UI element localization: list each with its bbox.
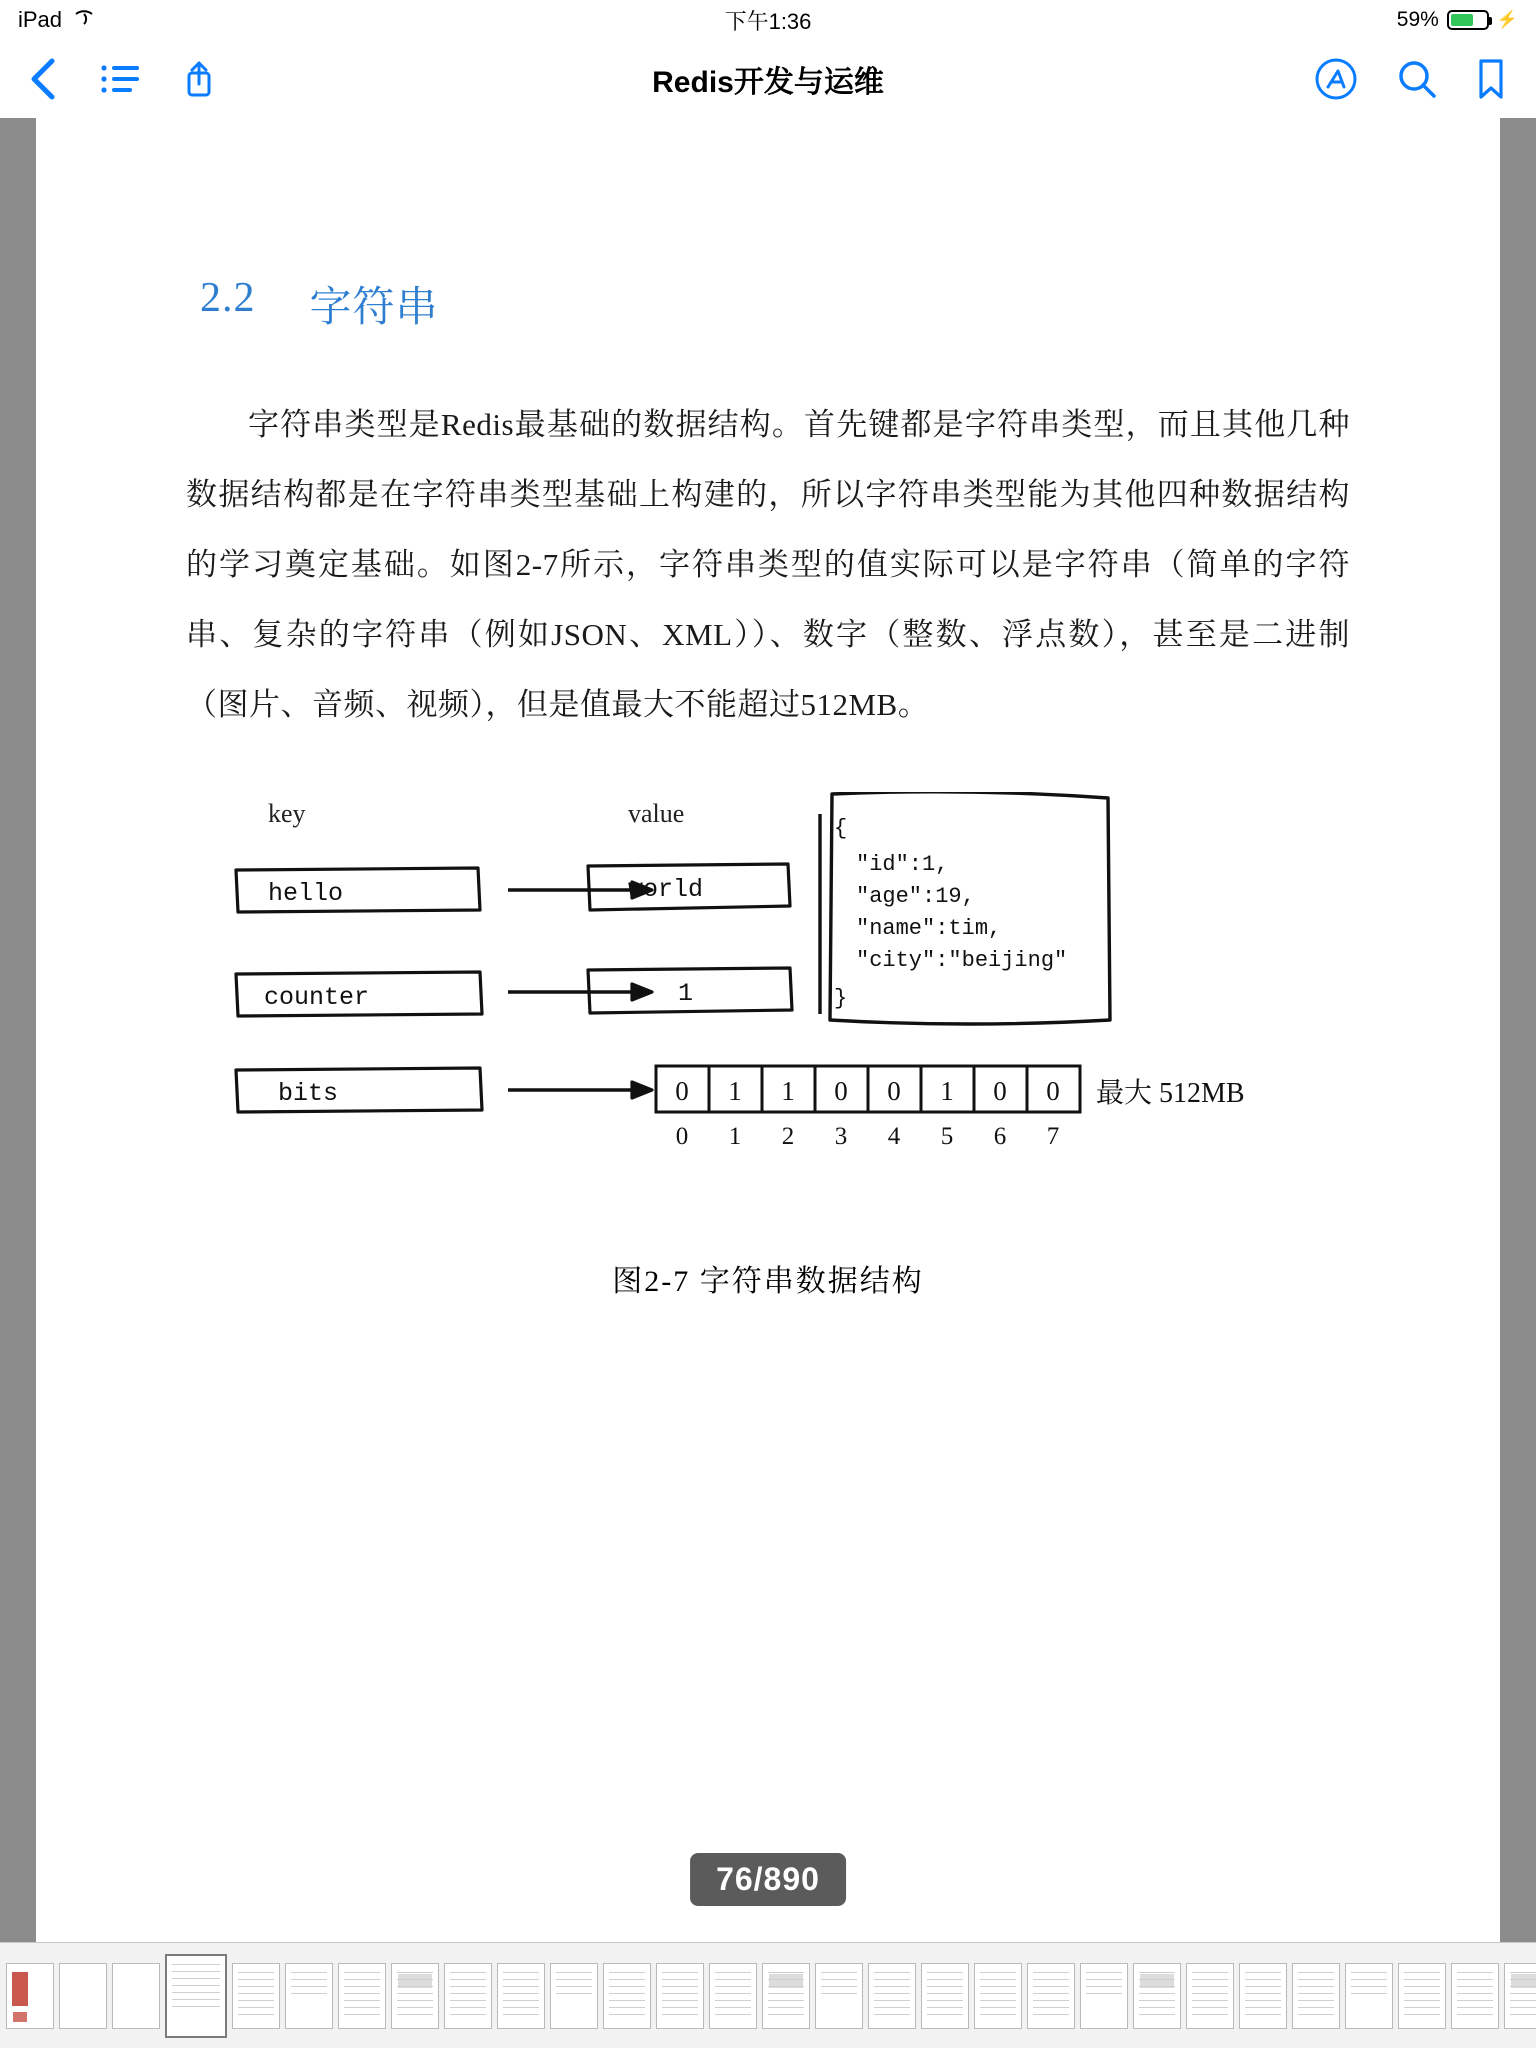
thumbnail-text-line (980, 1986, 1016, 1988)
thumbnail-text-line (1033, 1986, 1069, 1988)
thumbnail-text-line (715, 1986, 751, 1988)
figure-value-counter: 1 (678, 979, 694, 1008)
thumbnail-text-line (1033, 1993, 1069, 1995)
figure-caption: 图2-7 字符串数据结构 (612, 1265, 924, 1298)
page-thumbnail[interactable] (603, 1963, 651, 2029)
thumbnail-text-line (874, 1972, 910, 1974)
figure-bit-index-7: 7 (1046, 1123, 1060, 1150)
thumbnail-text-line (1351, 1993, 1387, 1995)
book-page[interactable] (36, 118, 1500, 1942)
figure-2-7 (186, 792, 1350, 1298)
book-title: Redis开发与运维 (652, 66, 884, 99)
back-chevron-icon[interactable] (30, 57, 56, 101)
figure-json-line-5: } (834, 986, 848, 1011)
figure-json-line-4: "city":"beijing" (856, 948, 1068, 973)
page-thumbnail[interactable] (1345, 1963, 1393, 2029)
thumbnail-text-line (980, 1972, 1016, 1974)
figure-max-note: 最大 512MB (1096, 1078, 1245, 1109)
figure-value-world: world (628, 875, 704, 904)
page-thumbnail[interactable] (1451, 1963, 1499, 2029)
thumbnail-text-line (1510, 1986, 1536, 1988)
clock: 下午1:36 (724, 8, 812, 34)
thumbnail-text-line (1033, 2014, 1069, 2016)
figure-bit-3: 0 (834, 1076, 848, 1106)
thumbnail-text-line (503, 2000, 539, 2002)
thumbnail-text-line (980, 1979, 1016, 1981)
thumbnail-text-line (1033, 1979, 1069, 1981)
thumbnail-text-line (1139, 1993, 1175, 1995)
thumbnail-text-line (821, 1972, 857, 1974)
thumbnail-text-line (874, 1979, 910, 1981)
thumbnail-text-line (1139, 2000, 1175, 2002)
navigation-bar (0, 40, 1536, 118)
page-thumbnail[interactable] (1027, 1963, 1075, 2029)
figure-bit-0: 0 (675, 1076, 689, 1106)
figure-bit-index-1: 1 (728, 1123, 742, 1150)
figure-json-line-3: "name":tim, (856, 916, 1002, 941)
thumbnail-text-line (1510, 1972, 1536, 1974)
thumbnail-text-line (1192, 2000, 1228, 2002)
thumbnail-text-line (1245, 1993, 1281, 1995)
battery-percent-label: 59% (1396, 8, 1439, 31)
thumbnail-text-line (927, 2014, 963, 2016)
thumbnail-text-line (927, 1986, 963, 1988)
figure-bit-index-4: 4 (887, 1123, 901, 1150)
thumbnail-text-line (768, 2007, 804, 2009)
thumbnail-text-line (1245, 2014, 1281, 2016)
thumbnail-text-line (1298, 1972, 1334, 1974)
figure-bit-index-2: 2 (781, 1123, 795, 1150)
page-thumbnail[interactable] (1398, 1963, 1446, 2029)
figure-bit-index-0: 0 (675, 1123, 689, 1150)
thumbnail-text-line (172, 1971, 220, 1973)
thumbnail-text-line (1404, 2000, 1440, 2002)
thumbnail-text-line (1192, 2007, 1228, 2009)
thumbnail-text-line (1086, 1972, 1122, 1974)
figure-bit-2: 1 (781, 1076, 795, 1106)
figure-diagram (208, 792, 1328, 1242)
thumbnail-text-line (172, 1999, 220, 2001)
thumbnail-text-line (874, 1986, 910, 1988)
thumbnail-text-line (172, 1992, 220, 1994)
thumbnail-text-line (238, 1972, 274, 1974)
page-thumbnail[interactable] (1239, 1963, 1287, 2029)
thumbnail-text-line (821, 1979, 857, 1981)
thumbnail-text-line (1457, 1986, 1493, 1988)
thumbnail-text-line (1404, 1993, 1440, 1995)
thumbnail-text-line (450, 1972, 486, 1974)
thumbnail-text-line (1192, 1979, 1228, 1981)
thumbnail-text-line (609, 2014, 645, 2016)
thumbnail-text-line (662, 2014, 698, 2016)
figure-key-bits: bits (278, 1079, 339, 1108)
thumbnail-text-line (980, 2014, 1016, 2016)
thumbnail-text-line (1510, 2000, 1536, 2002)
thumbnail-text-line (238, 1993, 274, 1995)
thumbnail-text-line (1192, 1986, 1228, 1988)
figure-json-line-2: "age":19, (856, 884, 975, 909)
thumbnail-text-line (1457, 2007, 1493, 2009)
device-label: iPad (18, 7, 63, 32)
page-thumbnail[interactable] (6, 1963, 54, 2029)
thumbnail-cover-art-secondary (13, 2012, 27, 2022)
thumbnail-text-line (1245, 1972, 1281, 1974)
thumbnail-text-line (397, 2000, 433, 2002)
thumbnail-text-line (1404, 1972, 1440, 1974)
thumbnail-text-line (503, 2014, 539, 2016)
thumbnail-text-line (662, 1993, 698, 1995)
thumbnail-text-line (609, 1979, 645, 1981)
thumbnail-text-line (1298, 2014, 1334, 2016)
thumbnail-text-line (1404, 1979, 1440, 1981)
section-number: 2.2 (200, 275, 256, 321)
thumbnail-text-line (980, 2007, 1016, 2009)
thumbnail-text-line (662, 1986, 698, 1988)
thumbnail-text-line (344, 2007, 380, 2009)
page-thumbnail[interactable] (1133, 1963, 1181, 2029)
figure-bit-4: 0 (887, 1076, 901, 1106)
thumbnail-text-line (1139, 2007, 1175, 2009)
thumbnail-text-line (1404, 2007, 1440, 2009)
figure-bit-5: 1 (940, 1076, 954, 1106)
page-thumbnail[interactable] (338, 1963, 386, 2029)
thumbnail-text-line (238, 2007, 274, 2009)
table-of-contents-icon[interactable] (100, 63, 140, 95)
thumbnail-text-line (1510, 2007, 1536, 2009)
thumbnail-text-line (609, 1993, 645, 1995)
page-thumbnail[interactable] (762, 1963, 810, 2029)
page-thumbnail[interactable] (656, 1963, 704, 2029)
thumbnail-text-line (397, 1986, 433, 1988)
share-icon[interactable] (184, 59, 214, 99)
page-thumbnail[interactable] (285, 1963, 333, 2029)
thumbnail-text-line (1351, 1986, 1387, 1988)
thumbnail-text-line (1510, 1993, 1536, 1995)
thumbnail-text-line (874, 2000, 910, 2002)
thumbnail-text-line (450, 1979, 486, 1981)
thumbnail-text-line (344, 1993, 380, 1995)
section-title: 字符串 (309, 285, 439, 331)
thumbnail-text-line (291, 1979, 327, 1981)
thumbnail-text-line (1033, 2000, 1069, 2002)
page-thumbnail[interactable] (391, 1963, 439, 2029)
thumbnail-text-line (927, 1972, 963, 1974)
thumbnail-text-line (927, 1993, 963, 1995)
thumbnail-text-line (874, 2007, 910, 2009)
thumbnail-text-line (662, 1972, 698, 1974)
thumbnail-text-line (1298, 2007, 1334, 2009)
thumbnail-text-line (1351, 1972, 1387, 1974)
thumbnail-text-line (1086, 1979, 1122, 1981)
page-thumbnail[interactable] (232, 1963, 280, 2029)
figure-bit-index-6: 6 (993, 1123, 1007, 1150)
figure-bit-index-5: 5 (940, 1123, 954, 1150)
thumbnail-text-line (768, 1979, 804, 1981)
page-thumbnail[interactable] (165, 1954, 227, 2038)
thumbnail-text-line (1457, 1993, 1493, 1995)
page-thumbnail[interactable] (1186, 1963, 1234, 2029)
thumbnail-text-line (291, 1993, 327, 1995)
lightning-bolt-icon: ⚡ (1496, 10, 1518, 29)
thumbnail-text-line (344, 1972, 380, 1974)
thumbnail-text-line (980, 1993, 1016, 1995)
thumbnail-text-line (397, 2014, 433, 2016)
thumbnail-text-line (768, 1972, 804, 1974)
thumbnail-text-line (1457, 2014, 1493, 2016)
thumbnail-text-line (1086, 1986, 1122, 1988)
thumbnail-text-line (662, 2007, 698, 2009)
thumbnail-text-line (450, 2007, 486, 2009)
thumbnail-text-line (927, 1979, 963, 1981)
wifi-icon (72, 6, 96, 34)
thumbnail-text-line (1298, 1993, 1334, 1995)
thumbnail-text-line (821, 1993, 857, 1995)
appearance-icon[interactable] (1314, 57, 1358, 101)
thumbnail-text-line (662, 1979, 698, 1981)
thumbnail-text-line (503, 1986, 539, 1988)
thumbnail-text-line (238, 1979, 274, 1981)
thumbnail-text-line (874, 1993, 910, 1995)
thumbnail-text-line (344, 2000, 380, 2002)
figure-bit-6: 0 (993, 1076, 1007, 1106)
page-thumbnail[interactable] (497, 1963, 545, 2029)
thumbnail-text-line (556, 1986, 592, 1988)
thumbnail-text-line (1298, 1979, 1334, 1981)
thumbnail-text-line (291, 1972, 327, 1974)
thumbnail-text-line (609, 2000, 645, 2002)
thumbnail-text-line (172, 1978, 220, 1980)
thumbnail-text-line (1457, 2000, 1493, 2002)
thumbnail-text-line (556, 1993, 592, 1995)
thumbnail-text-line (821, 1986, 857, 1988)
page-thumbnail-strip[interactable] (0, 1942, 1536, 2048)
section-heading (200, 274, 1350, 334)
thumbnail-text-line (927, 2007, 963, 2009)
thumbnail-text-line (1139, 1979, 1175, 1981)
thumbnail-text-line (556, 1972, 592, 1974)
thumbnail-text-line (715, 2000, 751, 2002)
navigation-bar-left (30, 57, 214, 101)
thumbnail-text-line (397, 1979, 433, 1981)
page-thumbnail[interactable] (1504, 1963, 1536, 2029)
thumbnail-text-line (715, 1979, 751, 1981)
thumbnail-text-line (1086, 1993, 1122, 1995)
thumbnail-text-line (397, 1993, 433, 1995)
thumbnail-text-line (344, 1986, 380, 1988)
thumbnail-text-line (172, 1985, 220, 1987)
page-thumbnail[interactable] (709, 1963, 757, 2029)
thumbnail-text-line (503, 1979, 539, 1981)
thumbnail-text-line (980, 2000, 1016, 2002)
figure-json-line-0: { (834, 816, 848, 841)
page-thumbnail[interactable] (868, 1963, 916, 2029)
page-thumbnail[interactable] (550, 1963, 598, 2029)
search-icon[interactable] (1396, 58, 1438, 100)
thumbnail-text-line (503, 1972, 539, 1974)
thumbnail-text-line (1139, 2014, 1175, 2016)
thumbnail-text-line (1139, 1972, 1175, 1974)
thumbnail-text-line (1298, 1986, 1334, 1988)
thumbnail-text-line (1404, 1986, 1440, 1988)
page-thumbnail[interactable] (815, 1963, 863, 2029)
thumbnail-text-line (874, 2014, 910, 2016)
thumbnail-text-line (1245, 1979, 1281, 1981)
thumbnail-text-line (172, 2006, 220, 2008)
thumbnail-text-line (768, 2000, 804, 2002)
body-paragraph: 字符串类型是Redis最基础的数据结构。首先键都是字符串类型，而且其他几种数据结构都是在字符串类型基础上构建的，所以字符串类型能为其他四种数据结构的学习奠定基础。如图2-7所示，字符串类型的值实际可以是字符串（简单的字符串、复杂的字符串（例如JSON、XML））、数字（整数、浮点数），甚至是二进制（图片、音频、视频），但是值最大不能超过512MB。 (186, 407, 1350, 722)
thumbnail-text-line (768, 2014, 804, 2016)
figure-bit-7: 0 (1046, 1076, 1060, 1106)
status-bar-right (1397, 8, 1518, 32)
reader-viewport[interactable] (0, 118, 1536, 1942)
thumbnail-text-line (662, 2000, 698, 2002)
thumbnail-text-line (1510, 1979, 1536, 1981)
thumbnail-text-line (768, 1993, 804, 1995)
thumbnail-text-line (1139, 1986, 1175, 1988)
page-thumbnail[interactable] (59, 1963, 107, 2029)
thumbnail-text-line (1033, 2007, 1069, 2009)
thumbnail-text-line (715, 1993, 751, 1995)
figure-key-counter: counter (264, 983, 370, 1012)
thumbnail-text-line (609, 1972, 645, 1974)
thumbnail-text-line (238, 2000, 274, 2002)
thumbnail-text-line (1457, 1972, 1493, 1974)
page-thumbnail[interactable] (1292, 1963, 1340, 2029)
thumbnail-cover-art (12, 1972, 28, 2006)
status-bar (0, 0, 1536, 40)
thumbnail-text-line (1245, 2007, 1281, 2009)
thumbnail-text-line (1457, 1979, 1493, 1981)
thumbnail-text-line (503, 2007, 539, 2009)
thumbnail-text-line (450, 2014, 486, 2016)
thumbnail-text-line (172, 1964, 220, 1966)
thumbnail-text-line (556, 1979, 592, 1981)
page-indicator: 76/890 (690, 1853, 846, 1906)
figure-key-hello: hello (268, 879, 344, 908)
status-bar-left (18, 6, 96, 34)
page-thumbnail[interactable] (112, 1963, 160, 2029)
thumbnail-text-line (1245, 2000, 1281, 2002)
thumbnail-text-line (609, 1986, 645, 1988)
thumbnail-text-line (397, 2007, 433, 2009)
figure-bit-index-3: 3 (834, 1123, 848, 1150)
page-thumbnail[interactable] (444, 1963, 492, 2029)
thumbnail-text-line (1192, 2014, 1228, 2016)
thumbnail-text-line (715, 2007, 751, 2009)
figure-col-value-label: value (628, 799, 685, 828)
thumbnail-text-line (1404, 2014, 1440, 2016)
thumbnail-text-line (503, 1993, 539, 1995)
thumbnail-text-line (609, 2007, 645, 2009)
thumbnail-text-line (344, 2014, 380, 2016)
thumbnail-text-line (1351, 1979, 1387, 1981)
thumbnail-text-line (397, 1972, 433, 1974)
thumbnail-text-line (1033, 1972, 1069, 1974)
thumbnail-text-line (927, 2000, 963, 2002)
thumbnail-text-line (238, 2014, 274, 2016)
page-thumbnail[interactable] (974, 1963, 1022, 2029)
battery-icon (1447, 10, 1489, 30)
thumbnail-text-line (344, 1979, 380, 1981)
page-thumbnail[interactable] (1080, 1963, 1128, 2029)
thumbnail-text-line (768, 1986, 804, 1988)
thumbnail-text-line (238, 1986, 274, 1988)
thumbnail-text-line (291, 1986, 327, 1988)
thumbnail-text-line (715, 2014, 751, 2016)
page-thumbnail[interactable] (921, 1963, 969, 2029)
figure-bit-1: 1 (728, 1076, 742, 1106)
figure-col-key-label: key (268, 799, 306, 828)
thumbnail-text-line (450, 1993, 486, 1995)
thumbnail-text-line (1510, 2014, 1536, 2016)
thumbnail-text-line (450, 2000, 486, 2002)
thumbnail-text-line (1245, 1986, 1281, 1988)
thumbnail-text-line (1192, 1972, 1228, 1974)
thumbnail-text-line (715, 1972, 751, 1974)
thumbnail-text-line (450, 1986, 486, 1988)
thumbnail-text-line (1298, 2000, 1334, 2002)
thumbnail-text-line (1192, 1993, 1228, 1995)
bookmark-icon[interactable] (1476, 57, 1506, 101)
navigation-bar-right (1314, 57, 1506, 101)
figure-json-line-1: "id":1, (856, 852, 949, 877)
